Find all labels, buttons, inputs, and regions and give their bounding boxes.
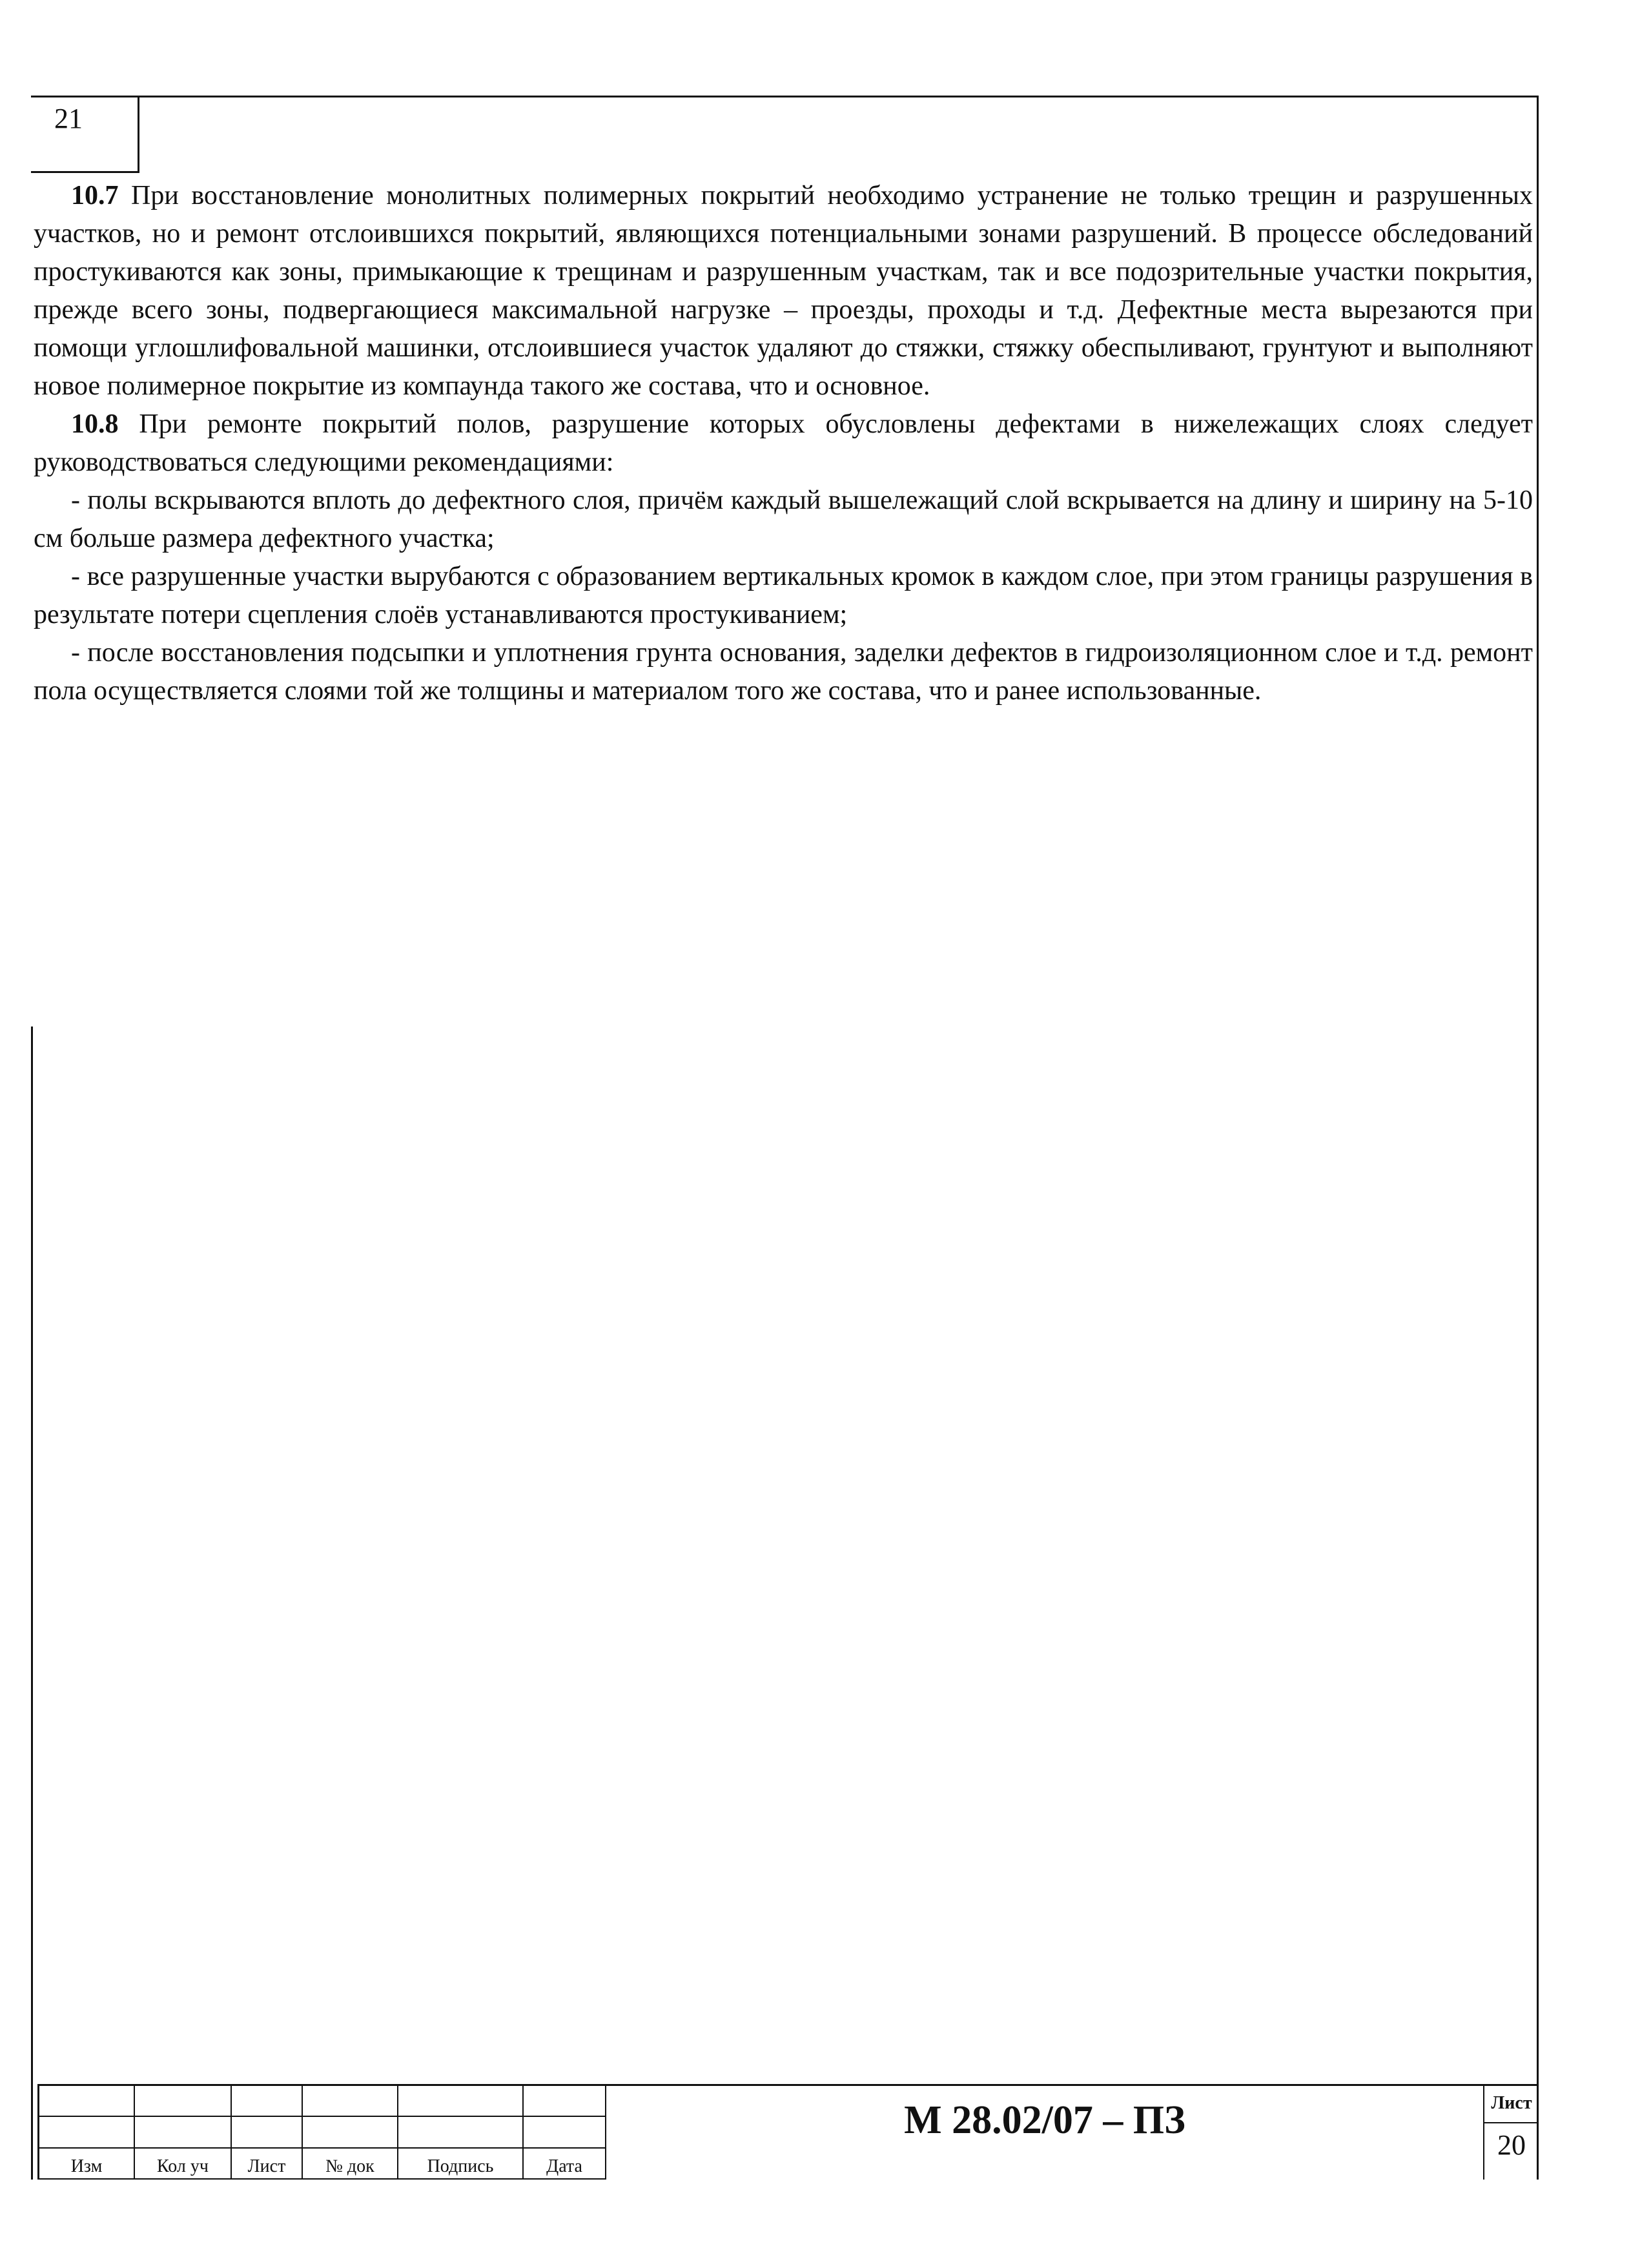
page-frame-left-edge [31, 1027, 33, 2180]
paragraph-10-8 [34, 405, 1533, 482]
document-body [34, 177, 1533, 710]
stamp-column-data: Дата [524, 2149, 606, 2180]
document-code: М 28.02/07 – ПЗ [904, 2098, 1185, 2142]
stamp-cell [398, 2117, 524, 2148]
stamp-cell [524, 2086, 606, 2117]
list-item-text: - после восстановления подсыпки и уплотнения грунта основания, заделки дефектов в гидроизоляционном слое и т.д. ремонт пола осуществляется слоями той же толщины и материалом того же состава, что и ранее использованные. [34, 638, 1533, 706]
stamp-column-izm: Изм [39, 2149, 135, 2180]
list-item [34, 634, 1533, 710]
document-code-cell [606, 2086, 1484, 2180]
paragraph-text: При восстановление монолитных полимерных покрытий необходимо устранение не только трещин и разрушенных участков, но и ремонт отслоившихся покрытий, являющихся потенциальными зонами разрушений. В процессе обследований простукиваются как зоны, примыкающие к трещинам и разрушенным участкам, так и все подозрительные участки покрытия, прежде всего зоны, подвергающиеся максимальной нагрузке – проезды, проходы и т.д. Дефектные места вырезаются при помощи углошлифовальной машинки, отслоившиеся участок удаляют до стяжки, стяжку обеспыливают, грунтуют и выполняют новое полимерное покрытие из компаунда такого же состава, что и основное. [34, 181, 1533, 401]
sheet-number-box [31, 97, 139, 173]
stamp-cell [135, 2086, 232, 2117]
sheet-value: 20 [1497, 2129, 1526, 2161]
sheet-label: Лист [1484, 2086, 1539, 2123]
title-block-grid [39, 2086, 606, 2180]
stamp-cell [303, 2117, 398, 2148]
stamp-cell [524, 2117, 606, 2148]
paragraph-10-7 [34, 177, 1533, 405]
stamp-column-list: Лист [232, 2149, 303, 2180]
sheet-cell [1484, 2086, 1539, 2180]
stamp-cell [39, 2117, 135, 2148]
stamp-cell [303, 2086, 398, 2117]
title-block [37, 2084, 1539, 2180]
paragraph-number: 10.8 [71, 409, 119, 439]
sheet-number-top: 21 [54, 103, 83, 134]
stamp-column-kol-uch: Кол уч [135, 2149, 232, 2180]
stamp-cell [135, 2117, 232, 2148]
paragraph-text: При ремонте покрытий полов, разрушение которых обусловлены дефектами в нижележащих слоях следует руководствоваться следующими рекомендациями: [34, 409, 1533, 477]
list-item [34, 558, 1533, 634]
list-item [34, 482, 1533, 558]
list-item-text: - полы вскрываются вплоть до дефектного слоя, причём каждый вышележащий слой вскрывается на длину и ширину на 5-10 см больше размера дефектного участка; [34, 485, 1533, 553]
stamp-cell [232, 2117, 303, 2148]
stamp-cell [398, 2086, 524, 2117]
stamp-cell [232, 2086, 303, 2117]
list-item-text: - все разрушенные участки вырубаются с образованием вертикальных кромок в каждом слое, при этом границы разрушения в результате потери сцепления слоёв устанавливаются простукиванием; [34, 562, 1533, 629]
stamp-column-podpis: Подпись [398, 2149, 524, 2180]
paragraph-number: 10.7 [71, 181, 119, 210]
stamp-column-nom-dok: № док [303, 2149, 398, 2180]
stamp-cell [39, 2086, 135, 2117]
